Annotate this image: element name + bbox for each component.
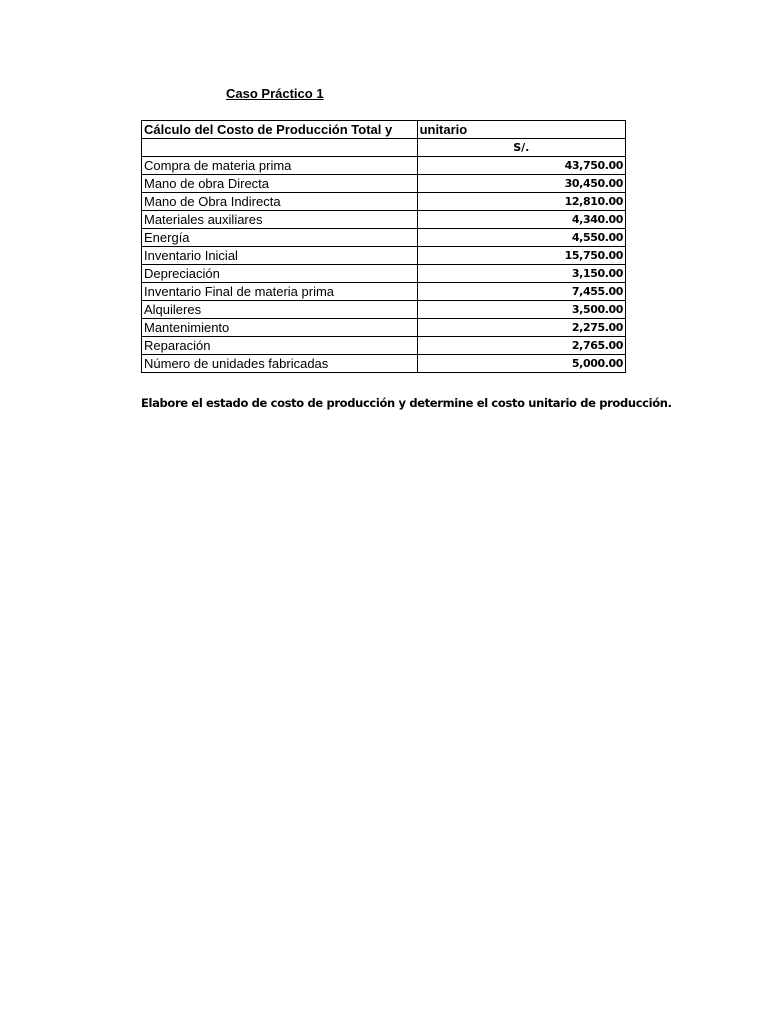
currency-row-empty-cell <box>142 139 418 157</box>
table-row <box>142 337 626 355</box>
row-label: Mano de obra Directa <box>142 175 418 193</box>
row-label: Alquileres <box>142 301 418 319</box>
row-value: 7,455.00 <box>417 283 625 301</box>
table-row <box>142 265 626 283</box>
table-row <box>142 193 626 211</box>
row-value: 5,000.00 <box>417 355 625 373</box>
row-value: 12,810.00 <box>417 193 625 211</box>
row-label: Inventario Inicial <box>142 247 418 265</box>
row-label: Depreciación <box>142 265 418 283</box>
table-row <box>142 157 626 175</box>
row-value: 15,750.00 <box>417 247 625 265</box>
row-value: 3,500.00 <box>417 301 625 319</box>
row-value: 4,340.00 <box>417 211 625 229</box>
table-row <box>142 355 626 373</box>
row-label: Compra de materia prima <box>142 157 418 175</box>
table-row <box>142 211 626 229</box>
table-row <box>142 283 626 301</box>
row-label: Número de unidades fabricadas <box>142 355 418 373</box>
row-label: Mantenimiento <box>142 319 418 337</box>
row-label: Mano de Obra Indirecta <box>142 193 418 211</box>
table-header-right: unitario <box>417 121 625 139</box>
table-row <box>142 229 626 247</box>
row-value: 3,150.00 <box>417 265 625 283</box>
row-label: Inventario Final de materia prima <box>142 283 418 301</box>
row-label: Energía <box>142 229 418 247</box>
table-row <box>142 247 626 265</box>
row-label: Materiales auxiliares <box>142 211 418 229</box>
cost-table <box>141 120 626 373</box>
table-row <box>142 301 626 319</box>
currency-row <box>142 139 626 157</box>
table-header-left: Cálculo del Costo de Producción Total y <box>142 121 418 139</box>
table-header-row <box>142 121 626 139</box>
page-title: Caso Práctico 1 <box>226 86 324 101</box>
row-value: 2,765.00 <box>417 337 625 355</box>
row-label: Reparación <box>142 337 418 355</box>
row-value: 2,275.00 <box>417 319 625 337</box>
instruction-text: Elabore el estado de costo de producción y determine el costo unitario de producción. <box>141 396 672 410</box>
row-value: 43,750.00 <box>417 157 625 175</box>
currency-label: S/. <box>417 139 625 157</box>
table-row <box>142 175 626 193</box>
row-value: 30,450.00 <box>417 175 625 193</box>
row-value: 4,550.00 <box>417 229 625 247</box>
table-row <box>142 319 626 337</box>
